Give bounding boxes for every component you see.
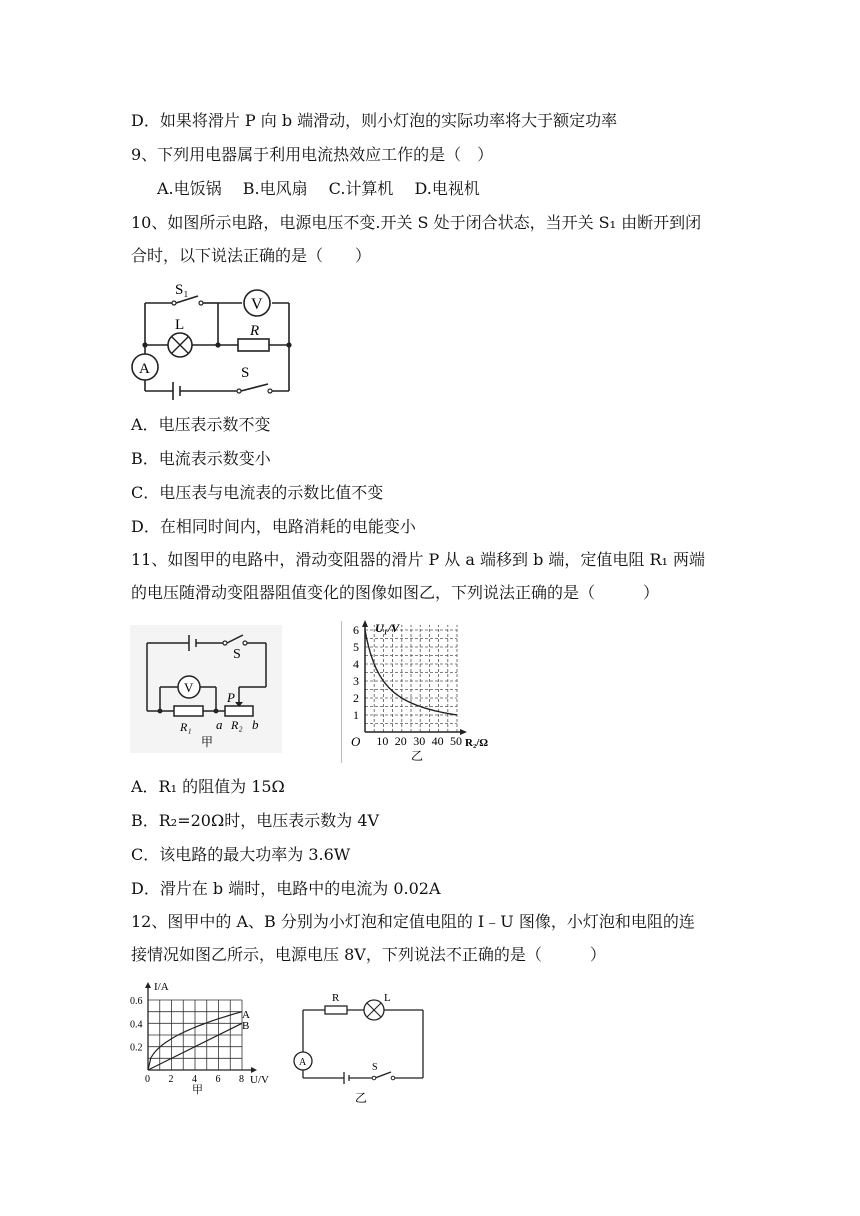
q12-jia-caption: 甲 [192, 1084, 203, 1096]
q11-jia-label-b: b [252, 717, 259, 732]
q12-circuit-yi [287, 988, 427, 1106]
y-tick-label: 3 [353, 674, 359, 688]
q12-stem-line2: 接情况如图乙所示，电源电压 8V，下列说法不正确的是（ ） [131, 945, 606, 964]
q11-jia-label-p: P [227, 690, 235, 705]
q11-jia-label-s: S [233, 647, 241, 662]
q10-circuit-diagram [128, 278, 303, 400]
q11-graph-yi [345, 618, 505, 763]
q11-option-a: A．R₁ 的阻值为 15Ω [131, 777, 285, 796]
q10-label-s: S [241, 365, 250, 381]
x-tick-label: 4 [192, 1074, 197, 1085]
q12-yi-label-r: R [332, 992, 340, 1004]
q12-yi-caption: 乙 [355, 1091, 368, 1105]
q11-stem-line2: 的电压随滑动变阻器阻值变化的图像如图乙，下列说法正确的是（ ） [131, 583, 660, 602]
q12-jia-curve-a-label: A [242, 1009, 250, 1021]
q10-option-c: C．电压表与电流表的示数比值不变 [131, 483, 384, 502]
y-tick-label: 2 [353, 691, 359, 705]
q11-jia-label-a: a [216, 717, 223, 732]
q11-yi-xlabel: R₂/Ω [465, 737, 489, 749]
x-tick-label: 50 [450, 734, 462, 748]
q11-yi-origin: O [351, 734, 361, 749]
x-tick-label: 8 [239, 1074, 244, 1085]
q11-stem-line1: 11、如图甲的电路中，滑动变阻器的滑片 P 从 a 端移到 b 端，定值电阻 R₁ 两端 [131, 550, 706, 569]
q10-label-r: R [250, 323, 260, 339]
q12-yi-label-l: L [384, 992, 391, 1004]
q12-stem-line1: 12、图甲中的 A、B 分别为小灯泡和定值电阻的 I﹣U 图像，小灯泡和电阻的连 [131, 912, 695, 931]
q11-circuit-jia [130, 625, 282, 753]
q11-yi-caption: 乙 [411, 749, 424, 763]
q12-yi-label-s: S [372, 1062, 378, 1073]
q11-option-d: D．滑片在 b 端时，电路中的电流为 0.02A [131, 879, 441, 898]
x-tick-label: 20 [394, 734, 407, 748]
q12-yi-label-a: A [299, 1057, 307, 1068]
x-tick-label: 2 [168, 1074, 174, 1085]
q12-jia-curve-b-label: B [242, 1020, 250, 1032]
x-tick-label: 0 [145, 1074, 150, 1085]
q11-jia-label-r1: R₁ [180, 720, 192, 734]
x-tick-label: 30 [413, 734, 426, 748]
q10-option-d: D．在相同时间内，电路消耗的电能变小 [131, 517, 416, 536]
q10-stem-line1: 10、如图所示电路，电源电压不变.开关 S 处于闭合状态，当开关 S₁ 由断开到闭 [131, 213, 702, 232]
q11-jia-label-r2: R₂ [231, 718, 243, 732]
y-tick-label: 0.2 [130, 1042, 143, 1054]
y-tick-label: 0.4 [130, 1019, 143, 1031]
y-tick-label: 4 [353, 657, 359, 671]
q10-stem-line2: 合时，以下说法正确的是（ ） [131, 246, 372, 265]
q11-jia-caption: 甲 [201, 735, 214, 749]
q11-jia-label-v: V [184, 680, 194, 695]
y-tick-label: 5 [353, 640, 359, 654]
x-tick-label: 6 [215, 1074, 221, 1085]
q10-option-b: B．电流表示数变小 [131, 449, 271, 468]
y-tick-label: 1 [353, 708, 359, 722]
q9-stem: 9、下列用电器属于利用电流热效应工作的是（ ） [131, 145, 494, 164]
x-tick-label: 10 [376, 734, 389, 748]
q10-label-a: A [139, 361, 150, 377]
q8-option-d: D．如果将滑片 P 向 b 端滑动，则小灯泡的实际功率将大于额定功率 [131, 111, 618, 130]
q11-yi-ylabel: U₁/V [375, 621, 400, 635]
x-tick-label: 40 [431, 734, 444, 748]
y-tick-label: 0.6 [130, 996, 143, 1007]
q11-option-b: B．R₂=20Ω时，电压表示数为 4V [131, 811, 380, 830]
q12-jia-ylabel: I/A [154, 981, 169, 993]
q10-label-v: V [251, 296, 263, 313]
q12-graph-jia [128, 978, 278, 1100]
q10-label-l: L [175, 317, 185, 333]
q9-options: A.电饭锅 B.电风扇 C.计算机 D.电视机 [157, 179, 480, 198]
q11-option-c: C．该电路的最大功率为 3.6W [131, 845, 351, 864]
y-tick-label: 6 [353, 623, 359, 637]
q12-jia-xlabel: U/V [250, 1074, 269, 1086]
q10-option-a: A．电压表示数不变 [131, 415, 271, 434]
q10-label-s1: S₁ [175, 282, 189, 298]
